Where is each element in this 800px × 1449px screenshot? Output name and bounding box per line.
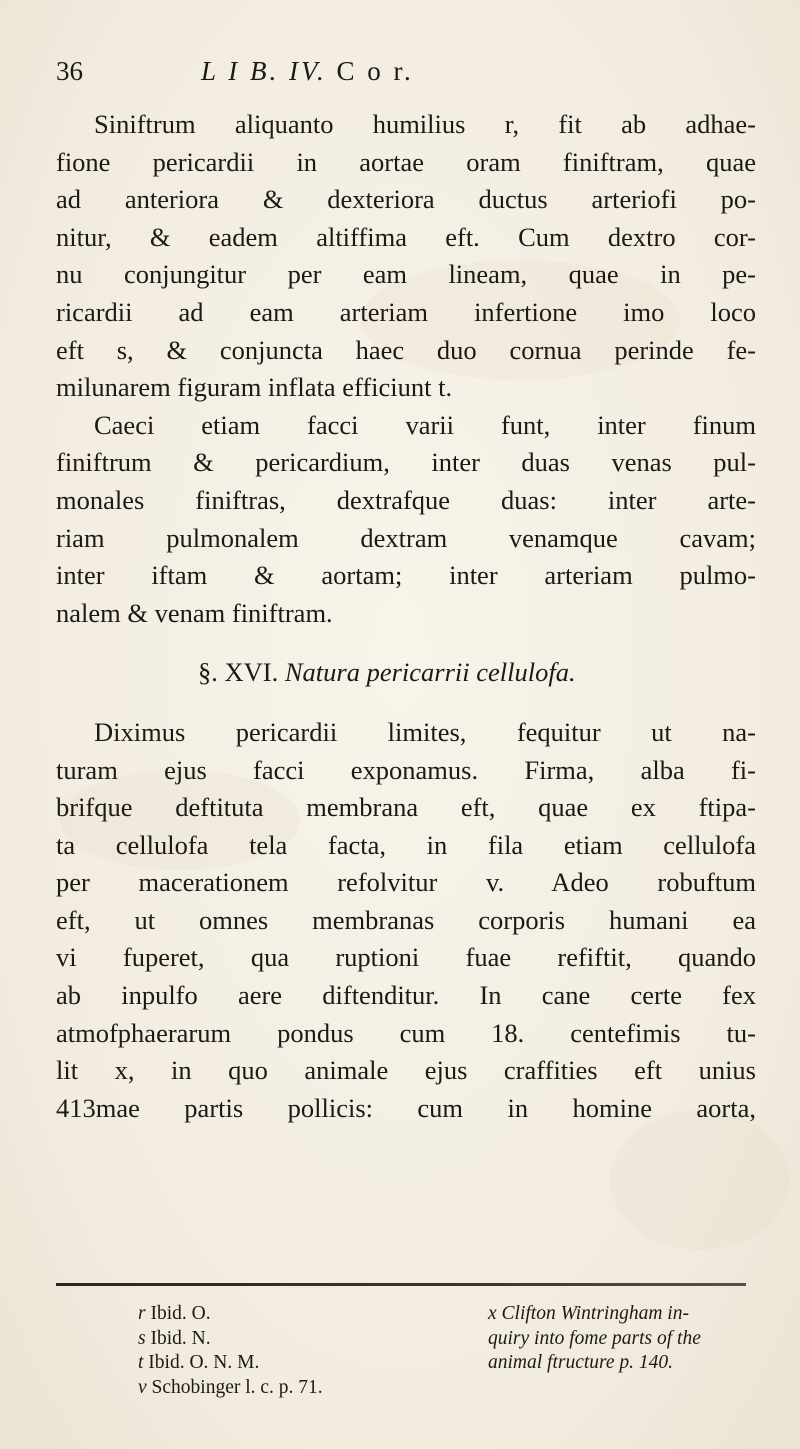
text-line: Siniftrum aliquanto humilius r, fit ab adhae- <box>94 109 756 139</box>
text-line: ricardii ad eam arteriam infertione imo loco <box>56 296 756 327</box>
running-head-subject: C o r. <box>336 56 414 86</box>
footnote-mark: s <box>138 1327 151 1349</box>
footnote-text: Schobinger l. c. p. 71. <box>151 1376 323 1398</box>
spacer <box>56 692 756 714</box>
footnote-rule <box>56 1283 746 1286</box>
running-head-book: L I B. IV. <box>201 56 327 86</box>
footnote-item <box>138 1376 438 1401</box>
text-line: nitur, & eadem altiffima eft. Cum dextro cor- <box>56 221 756 252</box>
text-line: ta cellulofa tela facta, in fila etiam cellulofa <box>56 829 756 860</box>
text-line: vi fuperet, qua ruptioni fuae refiftit, quando <box>56 942 756 973</box>
text-line: eft s, & conjuncta haec duo cornua perinde fe- <box>56 334 756 365</box>
footnote-text: Ibid. O. <box>150 1303 211 1324</box>
text-line: per macerationem refolvitur v. Adeo robuftum <box>56 867 756 898</box>
footnote-line: quiry into fome parts of the <box>488 1327 701 1349</box>
text-line: 413mae partis pollicis: cum in homine aorta, <box>56 1092 756 1123</box>
text-line: nu conjungitur per eam lineam, quae in pe- <box>56 259 756 290</box>
text-line: milunarem figuram inflata efficiunt t. <box>56 372 453 403</box>
text-line: lit x, in quo animale ejus craffities eft unius <box>56 1055 756 1086</box>
text-line: turam ejus facci exponamus. Firma, alba fi- <box>56 754 756 785</box>
footnote-mark: t <box>138 1352 149 1373</box>
page-header <box>56 52 744 96</box>
text-line: Diximus pericardii limites, fequitur ut na- <box>94 716 756 747</box>
text-line: ad anteriora & dexteriora ductus arteriofi po- <box>56 184 756 215</box>
footnote-line: x Clifton Wintringham in- <box>488 1303 689 1324</box>
text-line: atmofphaerarum pondus cum 18. centefimis tu- <box>56 1017 756 1048</box>
footnotes-wrapper <box>0 1300 800 1430</box>
running-head <box>201 56 414 87</box>
footnote-item <box>138 1302 438 1327</box>
section-number: §. XVI. <box>198 657 279 688</box>
footnotes-left <box>138 1302 438 1400</box>
text-line: inter iftam & aortam; inter arteriam pulmo- <box>56 560 756 591</box>
footnote-text: Ibid. O. N. M. <box>148 1352 260 1373</box>
footnote-item <box>138 1351 438 1376</box>
text-line: finiftrum & pericardium, inter duas venas pul- <box>56 447 756 478</box>
footnote-mark: v <box>138 1376 152 1398</box>
spacer <box>56 632 756 654</box>
footnote-item <box>138 1327 438 1352</box>
footnote-text: Ibid. N. <box>150 1327 211 1349</box>
section-title: Natura pericarrii cellulofa. <box>284 657 576 688</box>
text-line: ab inpulfo aere diftenditur. In cane certe fex <box>56 980 756 1011</box>
footnote-line: animal ftructure p. 140. <box>488 1352 674 1373</box>
text-line: riam pulmonalem dextram venamque cavam; <box>56 522 756 553</box>
section-heading <box>56 654 756 692</box>
text-line: monales finiftras, dextrafque duas: inter arte- <box>56 484 756 515</box>
text-line: eft, ut omnes membranas corporis humani ea <box>56 904 756 935</box>
footnote-mark: r <box>138 1303 151 1324</box>
footnotes-right <box>488 1302 788 1376</box>
text-line: fione pericardii in aortae oram finiftram, quae <box>56 146 756 177</box>
text-line: brifque deftituta membrana eft, quae ex ftipa- <box>56 792 756 823</box>
text-line: nalem & venam finiftram. <box>56 597 333 628</box>
text-line: Caeci etiam facci varii funt, inter finum <box>94 409 756 440</box>
page-number: 36 <box>56 56 83 86</box>
main-text <box>56 106 756 1127</box>
